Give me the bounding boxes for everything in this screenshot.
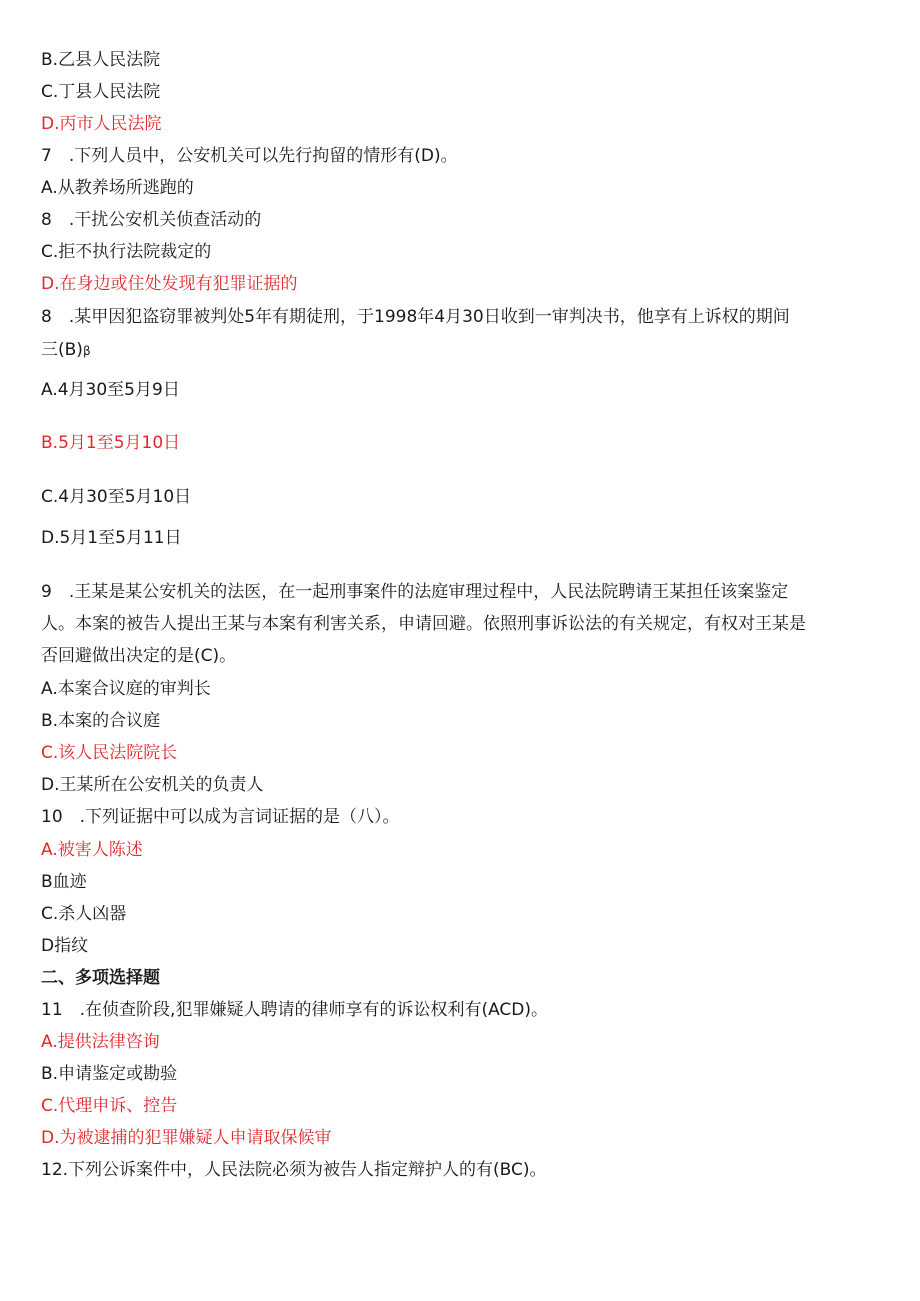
section-heading: 二、多项选择题 [41,968,160,988]
option-d-line: D.5月1至5月11日 [41,528,182,548]
option-d-line: D.王某所在公安机关的负责人 [41,775,264,795]
question-8-mark: β [82,344,91,358]
option-c-line: C.丁县人民法院 [41,82,161,102]
answer-option-line: D.在身边或住处发现有犯罪证据的 [41,274,298,294]
question-10: 10 .下列证据中可以成为言词证据的是（八）。 [41,807,400,827]
option-c-line: C.杀人凶器 [41,904,127,924]
option-b-line: B.乙县人民法院 [41,50,161,70]
question-11: 11 .在侦查阶段,犯罪嫌疑人聘请的律师享有的诉讼权利有(ACD)。 [41,1000,548,1020]
option-d-line: D指纹 [41,936,89,956]
option-a-line: A.从教养场所逃跑的 [41,178,194,198]
option-b-line: B血迹 [41,872,87,892]
option-c-line: C.拒不执行法院裁定的 [41,242,212,262]
question-7: 7 .下列人员中，公安机关可以先行拘留的情形有(D)。 [41,146,458,166]
option-b-line: 8 .干扰公安机关侦查活动的 [41,210,262,230]
answer-option-line: A.被害人陈述 [41,840,143,860]
answer-option-line: C.代理申诉、控告 [41,1096,178,1116]
question-8: 8 .某甲因犯盗窃罪被判处5年有期徒刑，于1998年4月30日收到一审判决书，他享有上诉权的期间 [41,307,790,327]
option-b-line: B.本案的合议庭 [41,711,161,731]
answer-option-line: A.提供法律咨询 [41,1032,160,1052]
question-9-continued: 否回避做出决定的是(C)。 [41,646,237,666]
option-c-line: C.4月30至5月10日 [41,487,192,507]
answer-option-line: D.为被逮捕的犯罪嫌疑人申请取保候审 [41,1128,332,1148]
question-8-continued [41,338,91,363]
question-9-continued: 人。本案的被告人提出王某与本案有利害关系，申请回避。依照刑事诉讼法的有关规定，有权对王某是 [41,614,806,634]
option-a-line: A.4月30至5月9日 [41,380,180,400]
option-b-line: B.申请鉴定或勘验 [41,1064,178,1084]
question-9: 9 .王某是某公安机关的法医，在一起刑事案件的法庭审理过程中，人民法院聘请王某担任该案鉴定 [41,582,789,602]
question-8-answer: 三(B) [41,340,83,360]
answer-option-line: C.该人民法院院长 [41,743,178,763]
answer-option-line: B.5月1至5月10日 [41,433,181,453]
option-a-line: A.本案合议庭的审判长 [41,679,211,699]
question-12: 12.下列公诉案件中，人民法院必须为被告人指定辩护人的有(BC)。 [41,1160,547,1180]
answer-option-line: D.丙市人民法院 [41,114,162,134]
